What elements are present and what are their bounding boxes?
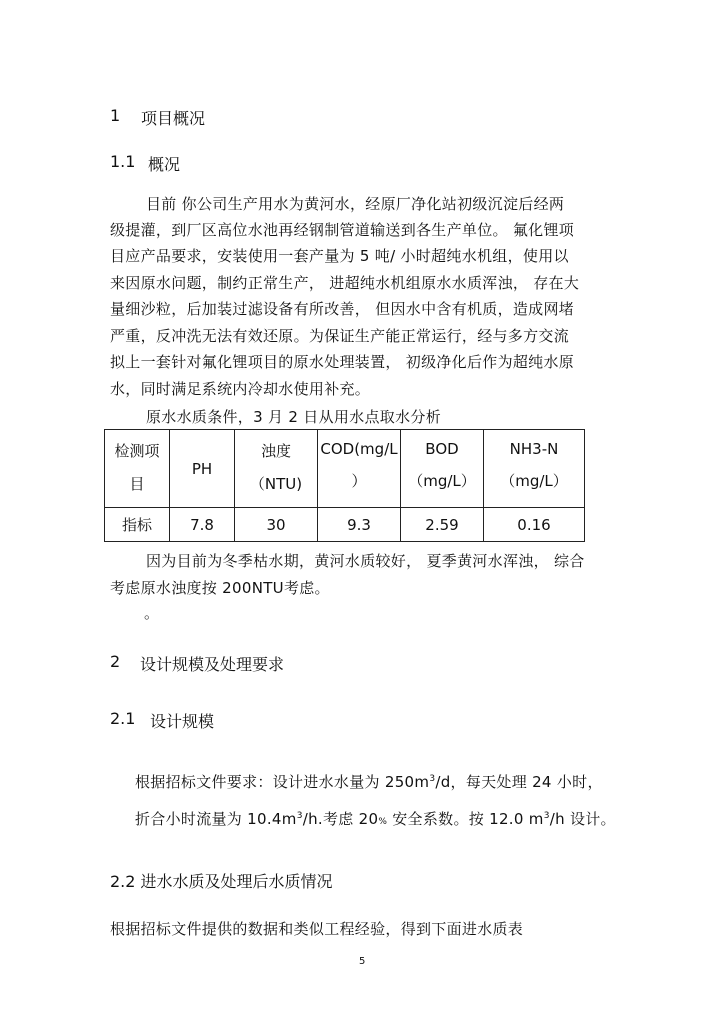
table-header-row bbox=[105, 430, 585, 508]
section-2-2-title: 2.2 进水水质及处理后水质情况 bbox=[110, 872, 333, 891]
design-text: 安全系数。按 12.0 m bbox=[387, 810, 544, 828]
header-cell-text: 检测项 bbox=[114, 442, 160, 460]
table-cell-turbidity: 30 bbox=[235, 508, 318, 542]
para1-line: 目应产品要求，安装使用一套产量为 5 吨/ 小时超纯水机组，使用以 bbox=[110, 247, 569, 265]
para1-line: 来因原水问题，制约正常生产， 进超纯水机组原水水质浑浊， 存在大 bbox=[110, 274, 580, 292]
para1-line: 严重，反冲洗无法有效还原。为保证生产能正常运行，经与多方交流 bbox=[110, 327, 570, 345]
table-cell-ph: 7.8 bbox=[170, 508, 235, 542]
section-2-1-number: 2.1 bbox=[110, 709, 136, 728]
percent-sign: % bbox=[378, 817, 388, 827]
section-1-title: 项目概况 bbox=[141, 109, 206, 128]
header-cell-ph bbox=[170, 430, 235, 508]
para2-line: 考虑原水浊度按 200NTU考虑。 bbox=[110, 579, 330, 597]
section-2-title: 设计规模及处理要求 bbox=[140, 655, 285, 674]
section-2-1-title: 设计规模 bbox=[150, 712, 215, 731]
header-cell-text: NH3-N bbox=[509, 440, 559, 458]
para2-line: 因为目前为冬季枯水期，黄河水质较好， 夏季黄河水浑浊， 综合 bbox=[146, 552, 585, 570]
table-cell-cod: 9.3 bbox=[318, 508, 401, 542]
section-1-number: 1 bbox=[110, 106, 121, 125]
para1-line: 目前 你公司生产用水为黄河水，经原厂净化站初级沉淀后经两 bbox=[146, 195, 565, 213]
header-cell-text: COD(mg/L bbox=[320, 440, 398, 458]
superscript-3: 3 bbox=[296, 811, 303, 821]
header-cell-nh3n bbox=[484, 430, 585, 508]
water-quality-table bbox=[104, 429, 585, 542]
header-cell-text: 目 bbox=[129, 475, 145, 493]
para2-line: 。 bbox=[144, 604, 160, 622]
design-line-1 bbox=[135, 771, 603, 792]
para1-line: 级提灌，到厂区高位水池再经钢制管道输送到各生产单位。 氟化锂项 bbox=[110, 221, 575, 239]
design-text: 折合小时流量为 10.4m bbox=[135, 810, 297, 828]
para1-line: 拟上一套针对氟化锂项目的原水处理装置， 初级净化后作为超纯水原 bbox=[110, 353, 575, 371]
header-cell-text: （mg/L） bbox=[500, 472, 568, 490]
para1-line: 水，同时满足系统内冷却水使用补充。 bbox=[110, 380, 371, 398]
superscript-3: 3 bbox=[429, 774, 436, 784]
superscript-3: 3 bbox=[543, 811, 550, 821]
header-cell-text: ） bbox=[351, 472, 367, 490]
table-cell-bod: 2.59 bbox=[401, 508, 484, 542]
section-2-number: 2 bbox=[110, 652, 121, 671]
header-cell-text: PH bbox=[191, 459, 213, 478]
header-cell-text: （mg/L） bbox=[408, 472, 476, 490]
header-cell-item bbox=[105, 430, 170, 508]
header-cell-text: BOD bbox=[425, 440, 459, 458]
section-1-1-number: 1.1 bbox=[110, 152, 136, 171]
para1-line: 量细沙粒，后加装过滤设备有所改善， 但因水中含有机质，造成网堵 bbox=[110, 300, 575, 318]
section-1-1-title: 概况 bbox=[148, 155, 181, 174]
table-caption: 原水水质条件，3 月 2 日从用水点取水分析 bbox=[146, 408, 441, 426]
table-row-label: 指标 bbox=[105, 508, 170, 542]
header-cell-bod bbox=[401, 430, 484, 508]
para3: 根据招标文件提供的数据和类似工程经验，得到下面进水质表 bbox=[110, 920, 524, 938]
design-text: /d，每天处理 24 小时， bbox=[435, 773, 603, 791]
header-cell-text: （NTU) bbox=[249, 475, 303, 493]
header-cell-cod bbox=[318, 430, 401, 508]
design-text: 根据招标文件要求：设计进水水量为 250m bbox=[135, 773, 430, 791]
header-cell-turbidity bbox=[235, 430, 318, 508]
page-number: 5 bbox=[359, 956, 366, 967]
header-cell-text: 浊度 bbox=[260, 442, 291, 460]
design-line-2 bbox=[135, 808, 616, 829]
design-text: /h 设计。 bbox=[549, 810, 616, 828]
design-text: /h.考虑 20 bbox=[302, 810, 379, 828]
table-cell-nh3n: 0.16 bbox=[484, 508, 585, 542]
table-row bbox=[105, 508, 585, 542]
